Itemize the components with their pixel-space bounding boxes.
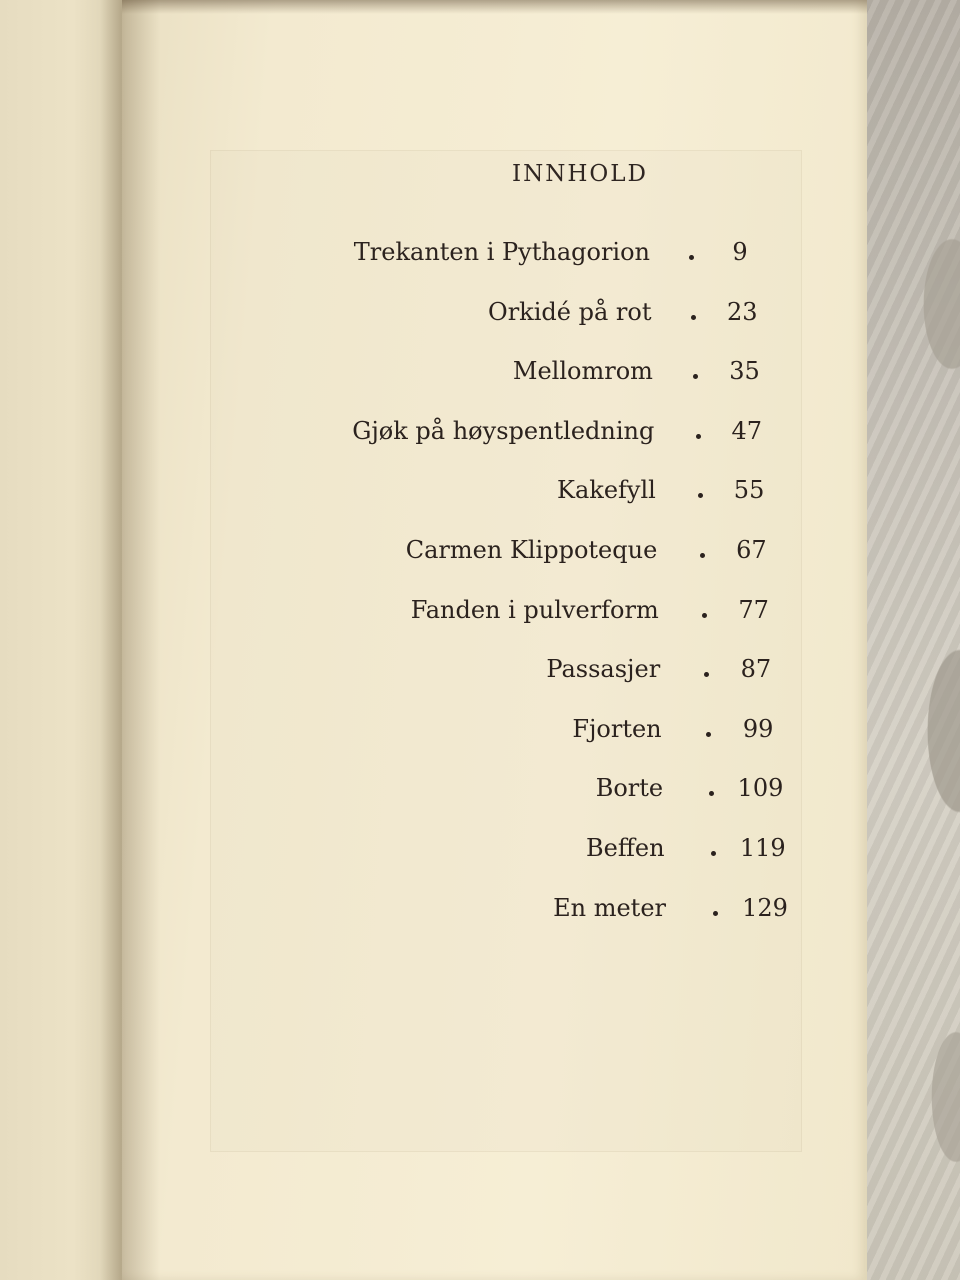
toc-entry	[160, 594, 860, 634]
bullet-icon	[691, 315, 696, 320]
toc-entry-title: Passasjer	[546, 655, 661, 684]
toc-entry-title: Kakefyll	[557, 476, 656, 505]
bullet-icon	[698, 493, 703, 498]
dust-jacket-edge	[858, 0, 960, 1280]
toc-entry-page: 67	[736, 536, 767, 564]
toc-entry-title: Trekanten i Pythagorion	[353, 238, 650, 266]
bullet-icon	[706, 732, 711, 737]
bullet-icon	[700, 553, 705, 558]
toc-entry	[160, 832, 860, 872]
toc-entry-title: Fjorten	[572, 714, 662, 743]
toc-entry	[160, 236, 860, 276]
toc-entry-title: Carmen Klippoteque	[405, 536, 658, 564]
toc-entry	[160, 772, 860, 812]
bullet-icon	[711, 851, 716, 856]
toc-entry	[160, 474, 860, 514]
toc-entry-title: Borte	[595, 774, 664, 803]
toc-entry-page: 99	[742, 714, 774, 743]
toc-entry-page: 35	[729, 357, 760, 386]
toc-entry-page: 129	[742, 893, 788, 922]
toc-entry-page: 47	[731, 416, 763, 445]
toc-entry	[160, 892, 860, 932]
toc-entry-page: 23	[726, 297, 758, 326]
toc-entry-title: Orkidé på rot	[488, 297, 652, 326]
toc-entry-page: 9	[732, 238, 748, 266]
bullet-icon	[689, 255, 694, 260]
toc-entry-title: Mellomrom	[512, 357, 653, 386]
toc-entry	[160, 415, 860, 455]
toc-entry-title: En meter	[553, 893, 666, 922]
bullet-icon	[702, 613, 707, 618]
bullet-icon	[704, 672, 709, 677]
toc-entry	[160, 355, 860, 395]
toc-entry-title: Fanden i pulverform	[410, 595, 659, 624]
toc-entry	[160, 534, 860, 574]
jacket-pattern	[880, 60, 960, 1280]
toc-entry-title: Beffen	[585, 834, 665, 862]
bullet-icon	[709, 791, 714, 796]
toc-entry-title: Gjøk på høyspentledning	[352, 416, 655, 445]
toc-entry	[160, 713, 860, 753]
contents-heading: INNHOLD	[512, 161, 648, 187]
bullet-icon	[713, 911, 718, 916]
bullet-icon	[696, 434, 701, 439]
toc-entry	[160, 653, 860, 693]
toc-entry-page: 119	[739, 834, 786, 862]
toc-entry-page: 77	[738, 595, 769, 624]
table-of-contents	[160, 0, 860, 1280]
book-gutter	[100, 0, 160, 1280]
toc-entry	[160, 296, 860, 336]
toc-entry-page: 87	[740, 655, 772, 684]
toc-entry-page: 55	[733, 476, 765, 505]
toc-entry-page: 109	[737, 774, 784, 803]
bullet-icon	[693, 374, 698, 379]
